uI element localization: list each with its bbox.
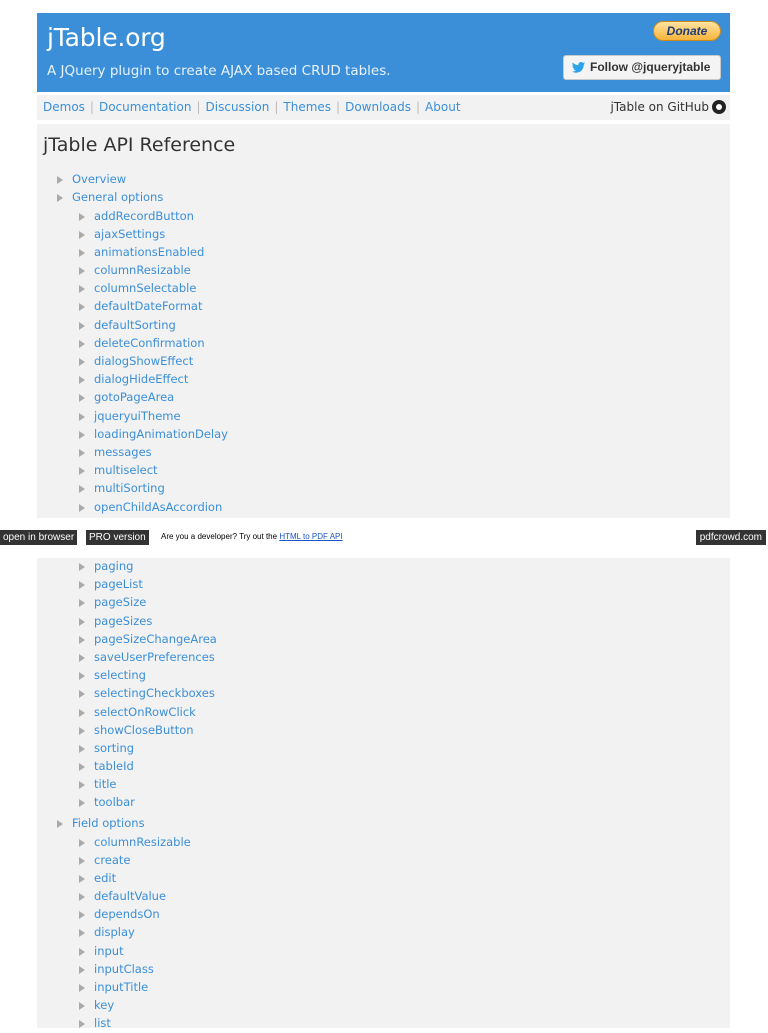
tree-item[interactable]: [79, 684, 217, 702]
page-title: jTable API Reference: [43, 134, 236, 156]
tree-item[interactable]: [79, 557, 217, 575]
expand-arrow-icon[interactable]: [79, 948, 85, 956]
tree-item[interactable]: [79, 996, 191, 1014]
github-icon: [712, 100, 726, 114]
expand-arrow-icon[interactable]: [79, 763, 85, 771]
tree-item[interactable]: [79, 370, 228, 388]
tree-item-link[interactable]: saveUserPreferences: [94, 649, 215, 664]
tree-item[interactable]: [79, 261, 228, 279]
expand-arrow-icon[interactable]: [79, 599, 85, 607]
tree-item[interactable]: [79, 775, 217, 793]
tree-item-link[interactable]: defaultSorting: [94, 317, 176, 332]
expand-arrow-icon[interactable]: [79, 781, 85, 789]
tree-item-link[interactable]: display: [94, 925, 135, 940]
tree-item[interactable]: [79, 960, 191, 978]
tree-item[interactable]: [79, 757, 217, 775]
tree-item[interactable]: [79, 297, 228, 315]
tree-item[interactable]: [79, 851, 191, 869]
tree-item-link[interactable]: selectingCheckboxes: [94, 686, 215, 701]
expand-arrow-icon[interactable]: [79, 727, 85, 735]
tree-item[interactable]: [79, 666, 217, 684]
tree-item-link[interactable]: sorting: [94, 740, 135, 755]
twitter-bird-icon: [571, 62, 586, 73]
expand-arrow-icon[interactable]: [79, 799, 85, 807]
tree-item[interactable]: [79, 833, 191, 851]
tree-item[interactable]: [57, 170, 163, 188]
tree-item-link[interactable]: edit: [94, 870, 117, 885]
tree-item-link[interactable]: pageSize: [94, 595, 147, 610]
expand-arrow-icon[interactable]: [79, 376, 85, 384]
tree-item-link[interactable]: deleteConfirmation: [94, 335, 205, 350]
tree-item-link[interactable]: General options: [72, 190, 164, 205]
nav-separator: |: [274, 100, 279, 114]
expand-arrow-icon[interactable]: [79, 1020, 85, 1028]
tree-item-link[interactable]: columnResizable: [94, 834, 191, 849]
tree-item[interactable]: [79, 612, 217, 630]
tree-item[interactable]: [79, 793, 217, 811]
field-options-heading: [57, 814, 145, 832]
tree-item-link[interactable]: selecting: [94, 668, 146, 683]
tree-item[interactable]: [57, 814, 145, 832]
expand-arrow-icon[interactable]: [79, 911, 85, 919]
tree-item-link[interactable]: title: [94, 777, 117, 792]
nav-separator: |: [336, 100, 341, 114]
tree-item-link[interactable]: paging: [94, 559, 134, 573]
tree-item-link[interactable]: pageList: [94, 577, 143, 592]
tree-item[interactable]: [79, 648, 217, 666]
tree-item-link[interactable]: loadingAnimationDelay: [94, 426, 228, 441]
nav-link-documentation[interactable]: Documentation: [98, 100, 192, 114]
expand-arrow-icon[interactable]: [79, 745, 85, 753]
expand-arrow-icon[interactable]: [79, 285, 85, 293]
expand-arrow-icon[interactable]: [79, 267, 85, 275]
tree-item-link[interactable]: multiselect: [94, 463, 158, 478]
nav-link-discussion[interactable]: Discussion: [205, 100, 270, 114]
expand-arrow-icon[interactable]: [79, 690, 85, 698]
expand-arrow-icon[interactable]: [57, 194, 63, 202]
expand-arrow-icon[interactable]: [79, 431, 85, 439]
pdfcrowd-logo[interactable]: pdfcrowd.com: [696, 530, 766, 545]
tree-item[interactable]: [79, 352, 228, 370]
general-options-tree-continued: [79, 557, 217, 812]
github-link[interactable]: [610, 100, 726, 114]
site-subtitle: A JQuery plugin to create AJAX based CRUD tables.: [47, 63, 391, 79]
nav-link-demos[interactable]: Demos: [43, 100, 85, 114]
tree-item[interactable]: [79, 334, 228, 352]
expand-arrow-icon[interactable]: [79, 857, 85, 865]
tree-item[interactable]: [79, 942, 191, 960]
tree-item[interactable]: [79, 425, 228, 443]
expand-arrow-icon[interactable]: [79, 231, 85, 239]
nav-link-themes[interactable]: Themes: [283, 100, 332, 114]
tree-item-link[interactable]: defaultDateFormat: [94, 299, 203, 314]
nav-link-about[interactable]: About: [425, 100, 461, 114]
expand-arrow-icon[interactable]: [79, 467, 85, 475]
expand-arrow-icon[interactable]: [79, 929, 85, 937]
tree-item[interactable]: [79, 443, 228, 461]
tree-item-link[interactable]: multiSorting: [94, 481, 165, 496]
tree-item[interactable]: [79, 479, 228, 497]
tree-item[interactable]: [79, 739, 217, 757]
tree-item-link[interactable]: dialogHideEffect: [94, 372, 189, 387]
expand-arrow-icon[interactable]: [79, 709, 85, 717]
pro-version-button[interactable]: PRO version: [86, 530, 149, 545]
twitter-follow-button[interactable]: [563, 55, 721, 80]
tree-item[interactable]: [79, 703, 217, 721]
tree-item[interactable]: [79, 869, 191, 887]
tree-item-link[interactable]: pageSizeChangeArea: [94, 631, 217, 646]
nav-link-downloads[interactable]: Downloads: [345, 100, 411, 114]
tree-item[interactable]: [79, 388, 228, 406]
tree-item-link[interactable]: inputClass: [94, 961, 154, 976]
expand-arrow-icon[interactable]: [79, 636, 85, 644]
tree-item[interactable]: [79, 923, 191, 941]
tree-item[interactable]: [79, 593, 217, 611]
expand-arrow-icon[interactable]: [79, 340, 85, 348]
tree-item-link[interactable]: tableId: [94, 759, 134, 774]
nav-links: [43, 100, 461, 114]
tree-item[interactable]: [79, 498, 228, 516]
expand-arrow-icon[interactable]: [79, 485, 85, 493]
tree-item[interactable]: [79, 887, 191, 905]
expand-arrow-icon[interactable]: [79, 618, 85, 626]
pdfcrowd-message: Are you a developer? Try out the HTML to PDF API: [161, 532, 343, 541]
expand-arrow-icon[interactable]: [79, 504, 85, 512]
expand-arrow-icon[interactable]: [79, 563, 85, 571]
nav-separator: |: [416, 100, 421, 114]
tree-item[interactable]: [79, 1014, 191, 1032]
tree-item[interactable]: [79, 316, 228, 334]
tree-item-link[interactable]: jqueryuiTheme: [94, 408, 181, 423]
tree-item-link[interactable]: animationsEnabled: [94, 244, 205, 259]
follow-label: Follow @jqueryjtable: [590, 60, 711, 74]
expand-arrow-icon[interactable]: [79, 449, 85, 457]
tree-item[interactable]: [79, 461, 228, 479]
expand-arrow-icon[interactable]: [79, 966, 85, 974]
tree-item[interactable]: [79, 207, 228, 225]
expand-arrow-icon[interactable]: [79, 303, 85, 311]
tree-item-link[interactable]: gotoPageArea: [94, 390, 175, 405]
expand-arrow-icon[interactable]: [79, 672, 85, 680]
tree-item-link[interactable]: Field options: [72, 816, 145, 830]
github-label: jTable on GitHub: [610, 100, 709, 114]
tree-item-link[interactable]: input: [94, 943, 124, 958]
expand-arrow-icon[interactable]: [79, 893, 85, 901]
tree-item[interactable]: [79, 905, 191, 923]
tree-item[interactable]: [79, 575, 217, 593]
expand-arrow-icon[interactable]: [57, 820, 63, 828]
field-options-tree: [79, 833, 191, 1033]
site-title[interactable]: jTable.org: [47, 23, 166, 52]
tree-item[interactable]: [79, 279, 228, 297]
general-options-tree: [79, 207, 228, 516]
tree-item-link[interactable]: inputTitle: [94, 980, 149, 994]
html-to-pdf-link[interactable]: HTML to PDF API: [279, 532, 343, 541]
tree-item[interactable]: [79, 630, 217, 648]
tree-item-link[interactable]: list: [94, 1016, 111, 1031]
expand-arrow-icon[interactable]: [79, 1002, 85, 1010]
tree-item-link[interactable]: dialogShowEffect: [94, 354, 194, 368]
tree-item-link[interactable]: selectOnRowClick: [94, 704, 196, 719]
donate-button[interactable]: Donate: [653, 21, 721, 41]
expand-arrow-icon[interactable]: [79, 839, 85, 847]
tree-item[interactable]: [79, 721, 217, 739]
expand-arrow-icon[interactable]: [79, 358, 85, 366]
tree-item[interactable]: [79, 407, 228, 425]
tree-item-link[interactable]: messages: [94, 444, 152, 459]
tree-item[interactable]: [79, 243, 228, 261]
expand-arrow-icon[interactable]: [79, 984, 85, 992]
expand-arrow-icon[interactable]: [79, 875, 85, 883]
tree-item-link[interactable]: addRecordButton: [94, 208, 194, 223]
nav-separator: |: [89, 100, 94, 114]
tree-item-link[interactable]: create: [94, 852, 131, 867]
api-reference-section-continued: [37, 558, 730, 1031]
tree-item[interactable]: [57, 188, 163, 206]
main-nav: [37, 95, 730, 120]
open-in-browser-button[interactable]: open in browser: [0, 530, 77, 545]
expand-arrow-icon[interactable]: [57, 176, 63, 184]
tree-item-link[interactable]: openChildAsAccordion: [94, 499, 223, 514]
pdfcrowd-bar: [0, 529, 768, 546]
tree-item-link[interactable]: toolbar: [94, 795, 135, 810]
site-header: [37, 13, 730, 92]
api-reference-section: [37, 124, 730, 518]
tree-item-link[interactable]: columnResizable: [94, 263, 191, 278]
tree-item-link[interactable]: key: [94, 998, 115, 1013]
nav-separator: |: [196, 100, 201, 114]
expand-arrow-icon[interactable]: [79, 249, 85, 257]
expand-arrow-icon[interactable]: [79, 394, 85, 402]
top-level-tree: [57, 170, 163, 206]
expand-arrow-icon[interactable]: [79, 213, 85, 221]
tree-item-link[interactable]: pageSizes: [94, 613, 153, 628]
expand-arrow-icon[interactable]: [79, 413, 85, 421]
tree-item-link[interactable]: defaultValue: [94, 889, 167, 904]
tree-item-link[interactable]: ajaxSettings: [94, 226, 166, 241]
tree-item[interactable]: [79, 225, 228, 243]
tree-item-link[interactable]: showCloseButton: [94, 722, 194, 737]
tree-item-link[interactable]: Overview: [72, 172, 127, 186]
tree-item-link[interactable]: columnSelectable: [94, 281, 197, 296]
tree-item-link[interactable]: dependsOn: [94, 907, 160, 922]
expand-arrow-icon[interactable]: [79, 322, 85, 330]
expand-arrow-icon[interactable]: [79, 654, 85, 662]
tree-item[interactable]: [79, 978, 191, 996]
expand-arrow-icon[interactable]: [79, 581, 85, 589]
